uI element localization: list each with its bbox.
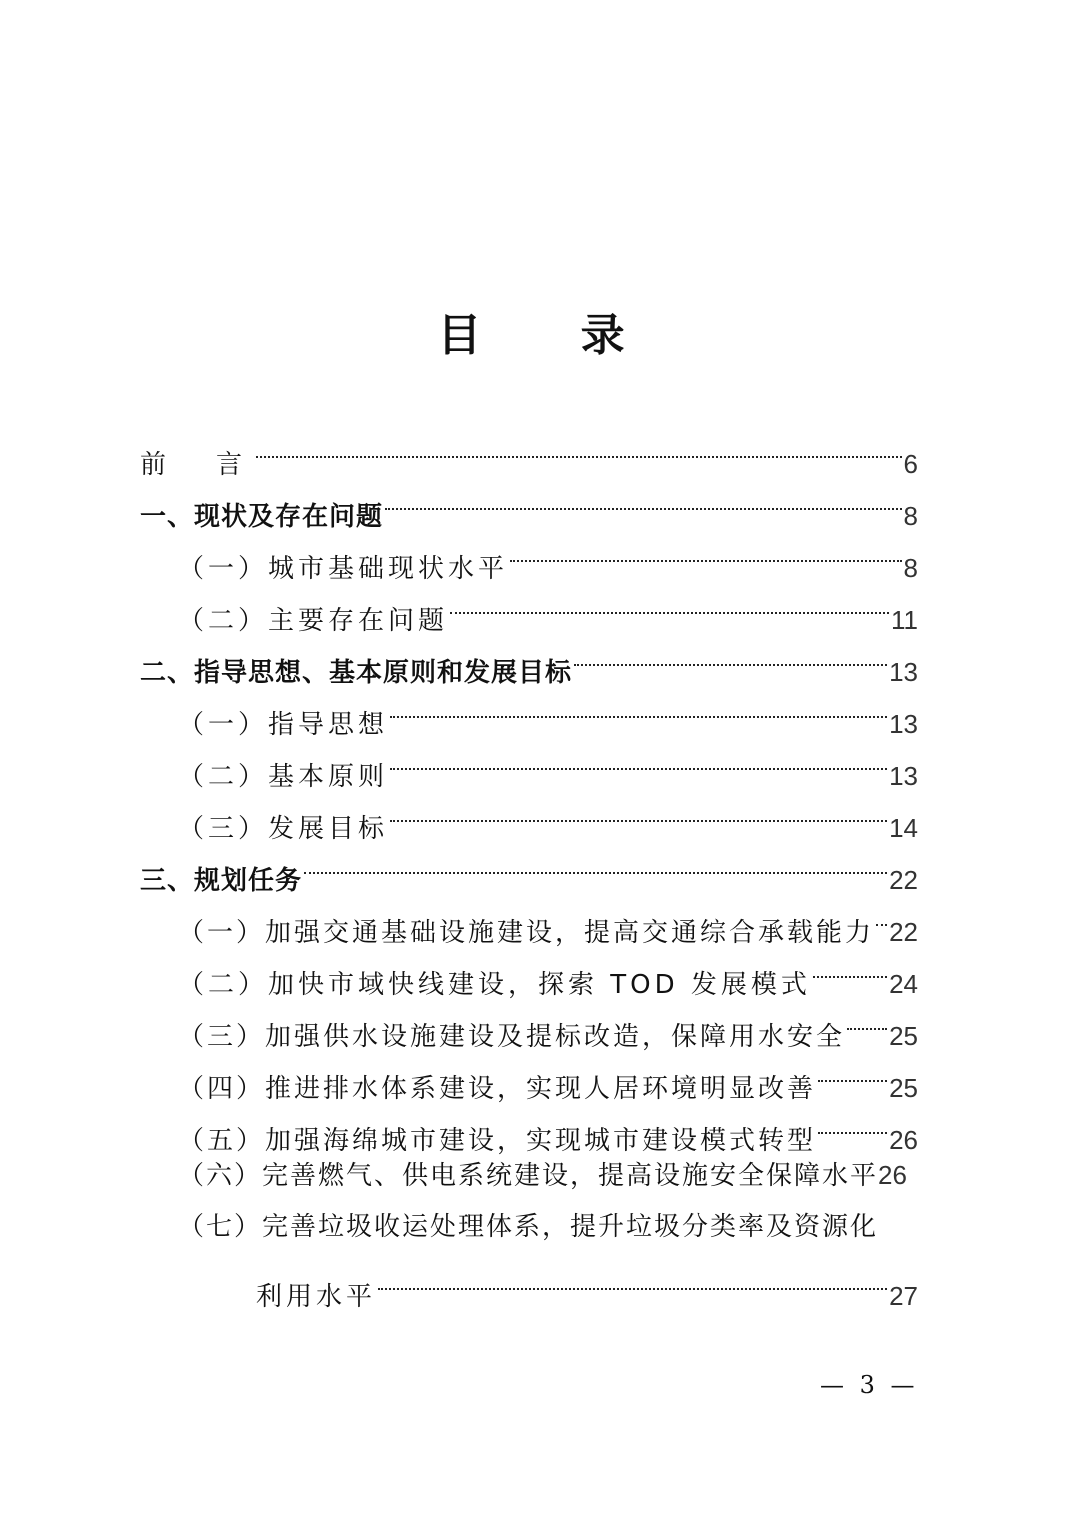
toc-entry-page: 27 (889, 1281, 918, 1311)
toc-entry-page: 13 (889, 761, 918, 791)
toc-entry-page: 13 (889, 657, 918, 687)
toc-entry-label: 前 言 (140, 450, 255, 480)
toc-entry-page: 25 (889, 1073, 918, 1103)
toc-entry-label: （一）加强交通基础设施建设，提高交通综合承载能力 (178, 918, 875, 948)
toc-entry-page: 6 (903, 449, 918, 479)
toc-entry-page: 26 (878, 1160, 907, 1190)
toc-entry-3-6[interactable] (178, 1149, 918, 1201)
dot-leader (388, 733, 889, 785)
dot-leader (845, 993, 889, 1045)
toc-title: 目 录 (437, 310, 667, 361)
dot-leader (388, 785, 889, 837)
toc-entry-chapter-1[interactable] (140, 473, 918, 532)
toc-entry-label: （二）加快市域快线建设，探索 TOD 发展模式 (178, 970, 811, 1000)
toc-entry-page: 26 (889, 1125, 918, 1155)
dot-leader (816, 1045, 889, 1097)
toc-entry-3-7[interactable] (178, 1201, 918, 1253)
toc-entry-label: （二）主要存在问题 (178, 606, 449, 636)
dot-leader (448, 577, 891, 629)
toc-entry-label: （一）指导思想 (178, 710, 389, 740)
dot-leader (388, 681, 889, 733)
toc-entry-3-1[interactable] (178, 889, 918, 948)
toc-entry-label: （二）基本原则 (178, 762, 389, 792)
dot-leader (874, 889, 889, 941)
toc-entry-label: （七）完善垃圾收运处理体系，提升垃圾分类率及资源化 (178, 1212, 879, 1242)
toc-entry-3-7-continued[interactable] (256, 1253, 918, 1312)
toc-entry-preface[interactable] (140, 421, 918, 480)
toc-entry-page: 22 (889, 865, 918, 895)
toc-entry-1-2[interactable] (178, 577, 918, 636)
toc-entry-label: （六）完善燃气、供电系统建设，提高设施安全保障水平 (178, 1161, 879, 1191)
toc-entry-page: 22 (889, 917, 918, 947)
toc-entry-chapter-3[interactable] (140, 837, 918, 896)
toc-entry-label: 一、现状及存在问题 (140, 502, 384, 532)
toc-entry-page: 24 (889, 969, 918, 999)
toc-entry-2-2[interactable] (178, 733, 918, 792)
toc-entry-label: 二、指导思想、基本原则和发展目标 (140, 658, 573, 688)
toc-entry-label: （三）发展目标 (178, 814, 389, 844)
toc-entry-2-3[interactable] (178, 785, 918, 844)
toc-entry-3-2[interactable] (178, 941, 918, 1000)
toc-entry-label: 三、规划任务 (140, 866, 303, 896)
toc-entry-3-3[interactable] (178, 993, 918, 1052)
toc-entry-label: （一）城市基础现状水平 (178, 554, 509, 584)
toc-entry-label: （五）加强海绵城市建设，实现城市建设模式转型 (178, 1126, 817, 1156)
dot-leader (383, 473, 904, 525)
dot-leader (508, 525, 904, 577)
page-number-footer: — 3 — (820, 1371, 919, 1399)
toc-entry-label: （三）加强供水设施建设及提标改造，保障用水安全 (178, 1022, 846, 1052)
dot-leader (572, 629, 889, 681)
toc-entry-3-4[interactable] (178, 1045, 918, 1104)
dot-leader (816, 1097, 889, 1149)
toc-entry-page: 8 (903, 553, 918, 583)
toc-entry-page: 25 (889, 1021, 918, 1051)
dot-leader (302, 837, 889, 889)
toc-entry-page: 14 (889, 813, 918, 843)
toc-entry-3-5[interactable] (178, 1097, 918, 1156)
toc-entry-2-1[interactable] (178, 681, 918, 740)
toc-entry-page: 8 (903, 501, 918, 531)
toc-entry-label: （四）推进排水体系建设，实现人居环境明显改善 (178, 1074, 817, 1104)
toc-entry-1-1[interactable] (178, 525, 918, 584)
toc-entry-label: 利用水平 (256, 1282, 377, 1312)
dot-leader (254, 421, 904, 473)
dot-leader (376, 1253, 889, 1305)
toc-entry-chapter-2[interactable] (140, 629, 918, 688)
dot-leader (811, 941, 889, 993)
toc-entry-page: 13 (889, 709, 918, 739)
toc-entry-page: 11 (891, 605, 918, 635)
